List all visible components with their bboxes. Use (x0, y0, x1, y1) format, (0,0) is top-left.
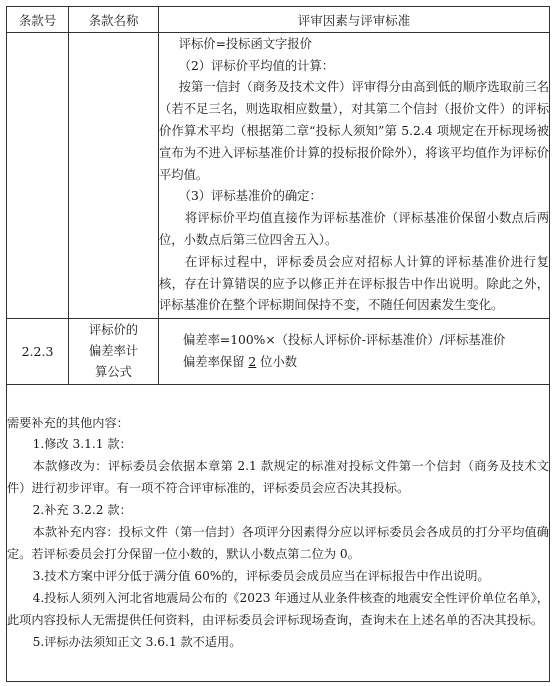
table-row (7, 33, 550, 319)
supplement-title: 需要补充的其他内容： (7, 415, 129, 430)
header-criteria: 评审因素与评审标准 (159, 7, 550, 33)
criteria-line: （3）评标基准价的确定： (178, 189, 322, 204)
supplement-item: 5.评标办法须知正文 3.6.1 款不适用。 (32, 634, 242, 649)
clause-no-cell (7, 33, 69, 319)
criteria-table (6, 6, 550, 682)
precision-value: 2 (248, 354, 257, 369)
supplement-item: 3.技术方案中评分低于满分值 60%的，评标委员会成员应当在评标报告中作出说明。 (32, 568, 490, 583)
supplement-item: 本款修改为：评标委员会依据本章第 2.1 款规定的标准对投标文件第一个信封（商务及技术文件）进行初步评审。有一项不符合评审标准的，评标委员会应否决其投标。 (7, 459, 549, 496)
formula-line: 偏差率=100%×（投标人评标价-评标基准价）/评标基准价 (183, 332, 506, 347)
table-row (7, 319, 550, 385)
criteria-paragraph: 按第一信封（商务及技术文件）评审得分由高到低的顺序选取前三名（若不足三名，则选取相应数量），对其第二个信封（报价文件）的评标价作算术平均（根据第二章“投标人须知”第 5.2.4 项规定在开标现场被宣布为不进入评标基准价计算的投标报价除外），将该平均值作为评标价平均值。 (159, 80, 549, 182)
header-clause-no: 条款号 (7, 7, 69, 33)
criteria-line: （2）评标价平均值的计算： (178, 58, 335, 73)
supplement-item: 4.投标人须列入河北省地震局公布的《2023 年通过从业条件核查的地震安全性评价单位名单》，此项内容投标人无需提供任何资料，由评标委员会评标现场查询，查询未在上述名单的否决其投标。 (7, 590, 549, 627)
supplement-row (7, 385, 550, 682)
supplement-item: 本款补充内容：投标文件（第一信封）各项评分因素得分应以评标委员会各成员的打分平均值确定。若评标委员会打分保留一位小数的，默认小数点第二位为 0。 (7, 525, 549, 561)
criteria-cell (159, 33, 550, 319)
clause-name-cell (69, 33, 159, 319)
clause-no: 2.2.3 (7, 319, 69, 385)
supplement-item: 1.修改 3.1.1 款： (32, 437, 132, 452)
header-clause-name: 条款名称 (69, 7, 159, 33)
supplement-item: 2.补充 3.2.2 款： (32, 503, 132, 518)
criteria-paragraph: 将评标价平均值直接作为评标基准价（评标基准价保留小数点后两位，小数点后第三位四舍五入）。 (159, 211, 549, 247)
clause-name: 评标价的偏差率计算公式 (69, 319, 159, 385)
precision-line: 偏差率保留 2 位小数 (183, 354, 298, 369)
supplement-cell (7, 385, 550, 682)
criteria-paragraph: 在评标过程中，评标委员会应对招标人计算的评标基准价进行复核，存在计算错误的应予以修正并在评标报告中作出说明。除此之外，评标基准价在整个评标期间保持不变，不随任何因素发生变化。 (159, 254, 549, 313)
criteria-cell (159, 319, 550, 385)
criteria-line: 评标价=投标函文字报价 (178, 36, 312, 51)
table-header-row (7, 7, 550, 33)
